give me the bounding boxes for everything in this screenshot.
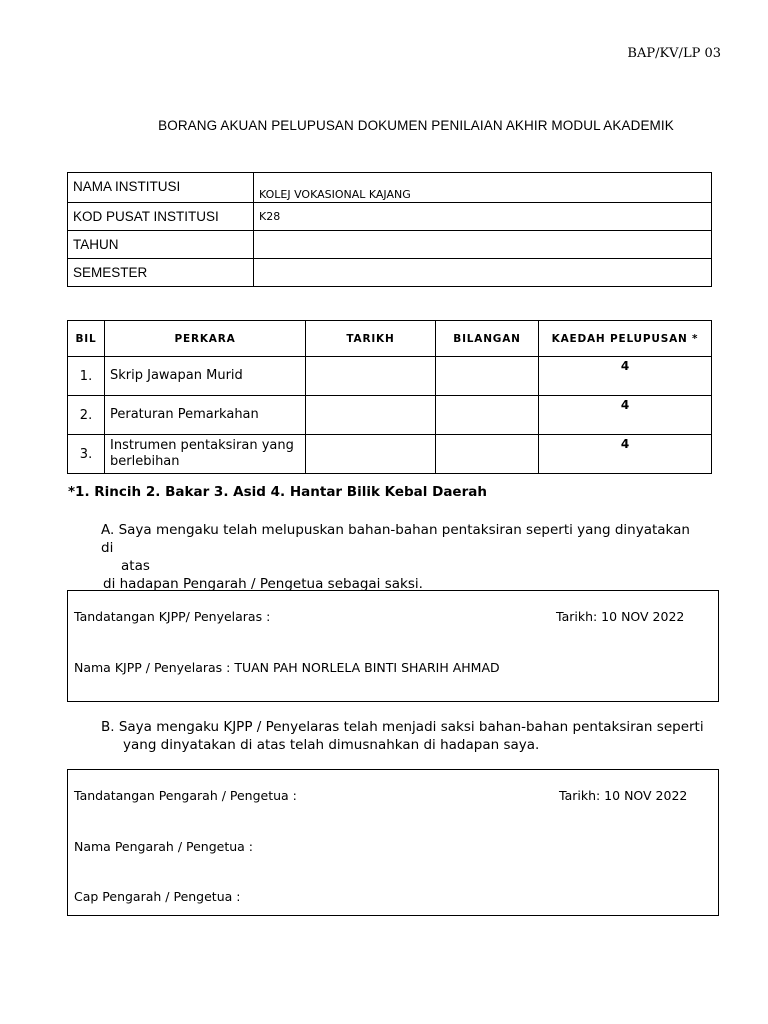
info-value (254, 259, 712, 287)
document-ref-code: BAP/KV/LP 03 (627, 46, 721, 61)
header-perkara: PERKARA (105, 321, 306, 357)
cell-perkara: Skrip Jawapan Murid (105, 357, 306, 396)
info-row-semester (68, 259, 712, 287)
declaration-a-line2: atas (121, 558, 150, 574)
director-date-label: Tarikh: 10 NOV 2022 (559, 788, 688, 803)
director-stamp-label: Cap Pengarah / Pengetua : (74, 889, 241, 904)
cell-bil: 3. (68, 435, 105, 474)
cell-kaedah: 4 (539, 435, 712, 474)
declaration-a-line3: di hadapan Pengarah / Pengetua sebagai saksi. (103, 576, 423, 592)
info-value: K28 (254, 203, 712, 231)
table-row (68, 435, 712, 474)
info-row-institution-code (68, 203, 712, 231)
header-bil: BIL (68, 321, 105, 357)
header-tarikh: TARIKH (306, 321, 436, 357)
disposal-method-legend: *1. Rincih 2. Bakar 3. Asid 4. Hantar Bilik Kebal Daerah (68, 484, 487, 500)
institution-info-table (67, 172, 712, 287)
info-label: KOD PUSAT INSTITUSI (68, 203, 254, 231)
table-row (68, 357, 712, 396)
cell-tarikh (306, 396, 436, 435)
info-row-institution-name (68, 173, 712, 203)
kjpp-signature-box (67, 590, 719, 702)
declaration-a (101, 521, 701, 593)
declaration-b-line2: yang dinyatakan di atas telah dimusnahkan di hadapan saya. (123, 737, 540, 753)
kjpp-signature-label: Tandatangan KJPP/ Penyelaras : (74, 609, 271, 624)
cell-tarikh (306, 435, 436, 474)
director-name-label: Nama Pengarah / Pengetua : (74, 839, 253, 854)
director-signature-label: Tandatangan Pengarah / Pengetua : (74, 788, 297, 803)
declaration-b-line1: B. Saya mengaku KJPP / Penyelaras telah menjadi saksi bahan-bahan pentaksiran seperti (101, 719, 704, 735)
kjpp-date-label: Tarikh: 10 NOV 2022 (556, 609, 685, 624)
kjpp-name-label: Nama KJPP / Penyelaras : TUAN PAH NORLELA BINTI SHARIH AHMAD (74, 660, 500, 675)
cell-tarikh (306, 357, 436, 396)
info-label: TAHUN (68, 231, 254, 259)
cell-bilangan (436, 435, 539, 474)
info-row-year (68, 231, 712, 259)
cell-bilangan (436, 396, 539, 435)
info-value (254, 231, 712, 259)
cell-perkara: Peraturan Pemarkahan (105, 396, 306, 435)
header-kaedah: KAEDAH PELUPUSAN * (539, 321, 712, 357)
form-title-wrapper (0, 118, 768, 133)
cell-perkara: Instrumen pentaksiran yang berlebihan (105, 435, 306, 474)
declaration-b (101, 718, 711, 754)
declaration-a-line1: A. Saya mengaku telah melupuskan bahan-bahan pentaksiran seperti yang dinyatakan di (101, 522, 690, 556)
items-header-row (68, 321, 712, 357)
info-label: SEMESTER (68, 259, 254, 287)
cell-bil: 2. (68, 396, 105, 435)
table-row (68, 396, 712, 435)
info-label: NAMA INSTITUSI (68, 173, 254, 203)
disposal-items-table (67, 320, 712, 474)
cell-bilangan (436, 357, 539, 396)
cell-bil: 1. (68, 357, 105, 396)
form-title: BORANG AKUAN PELUPUSAN DOKUMEN PENILAIAN AKHIR MODUL AKADEMIK (158, 118, 674, 133)
info-value: KOLEJ VOKASIONAL KAJANG (254, 173, 712, 203)
cell-kaedah: 4 (539, 357, 712, 396)
header-bilangan: BILANGAN (436, 321, 539, 357)
director-signature-box (67, 769, 719, 916)
cell-kaedah: 4 (539, 396, 712, 435)
